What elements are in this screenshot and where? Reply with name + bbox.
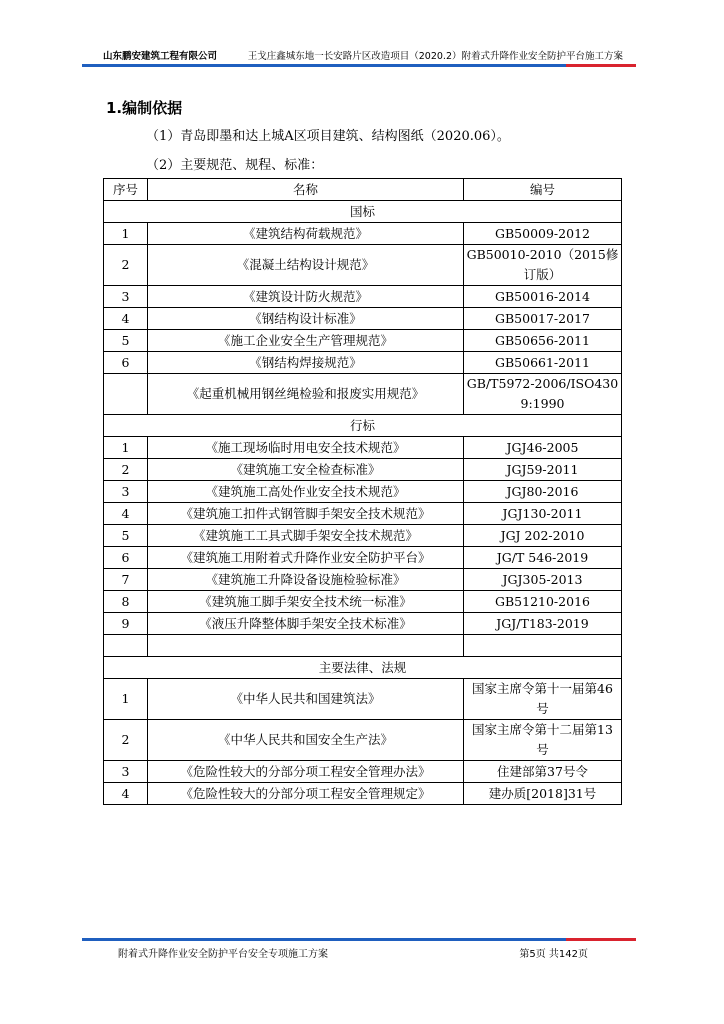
footer-rule-blue: [82, 938, 566, 941]
table-header-row: [104, 179, 622, 201]
group-row: [104, 201, 622, 223]
cell-code: 住建部第37号令: [464, 761, 622, 783]
cell-code: JGJ130-2011: [464, 503, 622, 525]
cell-code: GB50010-2010（2015修订版）: [464, 245, 622, 286]
cell-name: 《危险性较大的分部分项工程安全管理规定》: [148, 783, 464, 805]
header-name: 名称: [148, 179, 464, 201]
cell-code: GB50017-2017: [464, 308, 622, 330]
cell-name: 《建筑施工高处作业安全技术规范》: [148, 481, 464, 503]
page-header: [103, 48, 623, 62]
table-row: [104, 481, 622, 503]
table-row: [104, 613, 622, 635]
footer-rule-red: [566, 938, 636, 941]
group-title: 主要法律、法规: [104, 657, 622, 679]
cell-name: 《建筑结构荷载规范》: [148, 223, 464, 245]
table-row: [104, 761, 622, 783]
table-row: [104, 720, 622, 761]
cell-no: 1: [104, 679, 148, 720]
header-code: 编号: [464, 179, 622, 201]
table-row: [104, 679, 622, 720]
cell-code: JGJ80-2016: [464, 481, 622, 503]
cell-code: JGJ 202-2010: [464, 525, 622, 547]
cell-no: 2: [104, 720, 148, 761]
cell-name: 《混凝土结构设计规范》: [148, 245, 464, 286]
group-title: 行标: [104, 415, 622, 437]
cell-name: 《建筑施工工具式脚手架安全技术规范》: [148, 525, 464, 547]
table-row: [104, 245, 622, 286]
cell-code: JGJ/T183-2019: [464, 613, 622, 635]
group-title: 国标: [104, 201, 622, 223]
header-company: 山东鹏安建筑工程有限公司: [103, 51, 218, 62]
cell-no: 5: [104, 330, 148, 352]
cell-name: 《危险性较大的分部分项工程安全管理办法》: [148, 761, 464, 783]
page-number: 第5页 共142页: [519, 949, 588, 960]
cell-code: JG/T 546-2019: [464, 547, 622, 569]
cell-no: 1: [104, 223, 148, 245]
empty-cell: [104, 635, 148, 657]
cell-name: 《起重机械用钢丝绳检验和报废实用规范》: [148, 374, 464, 415]
table-row: [104, 569, 622, 591]
cell-code: GB/T5972-2006/ISO4309:1990: [464, 374, 622, 415]
cell-no: 5: [104, 525, 148, 547]
empty-row: [104, 635, 622, 657]
cell-name: 《建筑施工用附着式升降作业安全防护平台》: [148, 547, 464, 569]
table-row: [104, 503, 622, 525]
cell-no: 9: [104, 613, 148, 635]
cell-name: 《钢结构设计标准》: [148, 308, 464, 330]
cell-name: 《建筑施工升降设备设施检验标准》: [148, 569, 464, 591]
paragraph-standards: （2）主要规范、规程、标准：: [146, 158, 324, 173]
cell-no: 3: [104, 761, 148, 783]
cell-no: [104, 374, 148, 415]
page-footer: [118, 945, 588, 960]
standards-table: [103, 178, 622, 805]
cell-no: 2: [104, 459, 148, 481]
cell-code: GB50656-2011: [464, 330, 622, 352]
cell-code: GB50009-2012: [464, 223, 622, 245]
cell-code: 国家主席令第十二届第13号: [464, 720, 622, 761]
cell-code: GB50016-2014: [464, 286, 622, 308]
table-row: [104, 223, 622, 245]
cell-name: 《中华人民共和国建筑法》: [148, 679, 464, 720]
cell-name: 《施工现场临时用电安全技术规范》: [148, 437, 464, 459]
cell-name: 《液压升降整体脚手架安全技术标准》: [148, 613, 464, 635]
empty-cell: [464, 635, 622, 657]
table-row: [104, 783, 622, 805]
cell-no: 4: [104, 503, 148, 525]
cell-code: 国家主席令第十一届第46号: [464, 679, 622, 720]
cell-code: GB51210-2016: [464, 591, 622, 613]
group-row: [104, 415, 622, 437]
cell-name: 《建筑施工扣件式钢管脚手架安全技术规范》: [148, 503, 464, 525]
cell-no: 6: [104, 547, 148, 569]
table-row: [104, 459, 622, 481]
header-no: 序号: [104, 179, 148, 201]
table-row: [104, 330, 622, 352]
table-row: [104, 308, 622, 330]
cell-no: 3: [104, 286, 148, 308]
header-project: 王戈庄鑫城东地一长安路片区改造项目（2020.2）附着式升降作业安全防护平台施工方案: [247, 51, 623, 62]
table-row: [104, 591, 622, 613]
cell-code: JGJ46-2005: [464, 437, 622, 459]
cell-code: JGJ305-2013: [464, 569, 622, 591]
group-row: [104, 657, 622, 679]
cell-no: 4: [104, 308, 148, 330]
cell-no: 7: [104, 569, 148, 591]
cell-no: 6: [104, 352, 148, 374]
table-row: [104, 547, 622, 569]
cell-code: JGJ59-2011: [464, 459, 622, 481]
cell-no: 8: [104, 591, 148, 613]
footer-title: 附着式升降作业安全防护平台安全专项施工方案: [118, 949, 328, 960]
cell-name: 《施工企业安全生产管理规范》: [148, 330, 464, 352]
table-row: [104, 286, 622, 308]
table-row: [104, 525, 622, 547]
table-row: [104, 352, 622, 374]
section-title: 1.编制依据: [106, 99, 183, 117]
cell-name: 《建筑施工安全检查标准》: [148, 459, 464, 481]
cell-no: 1: [104, 437, 148, 459]
table-row: [104, 437, 622, 459]
cell-name: 《建筑设计防火规范》: [148, 286, 464, 308]
empty-cell: [148, 635, 464, 657]
paragraph-drawings: （1）青岛即墨和达上城A区项目建筑、结构图纸（2020.06）。: [146, 129, 510, 144]
cell-code: 建办质[2018]31号: [464, 783, 622, 805]
cell-no: 2: [104, 245, 148, 286]
cell-name: 《中华人民共和国安全生产法》: [148, 720, 464, 761]
cell-no: 4: [104, 783, 148, 805]
header-rule-red: [566, 64, 636, 67]
cell-name: 《钢结构焊接规范》: [148, 352, 464, 374]
cell-code: GB50661-2011: [464, 352, 622, 374]
cell-name: 《建筑施工脚手架安全技术统一标准》: [148, 591, 464, 613]
table-row: [104, 374, 622, 415]
cell-no: 3: [104, 481, 148, 503]
header-rule-blue: [82, 64, 566, 67]
